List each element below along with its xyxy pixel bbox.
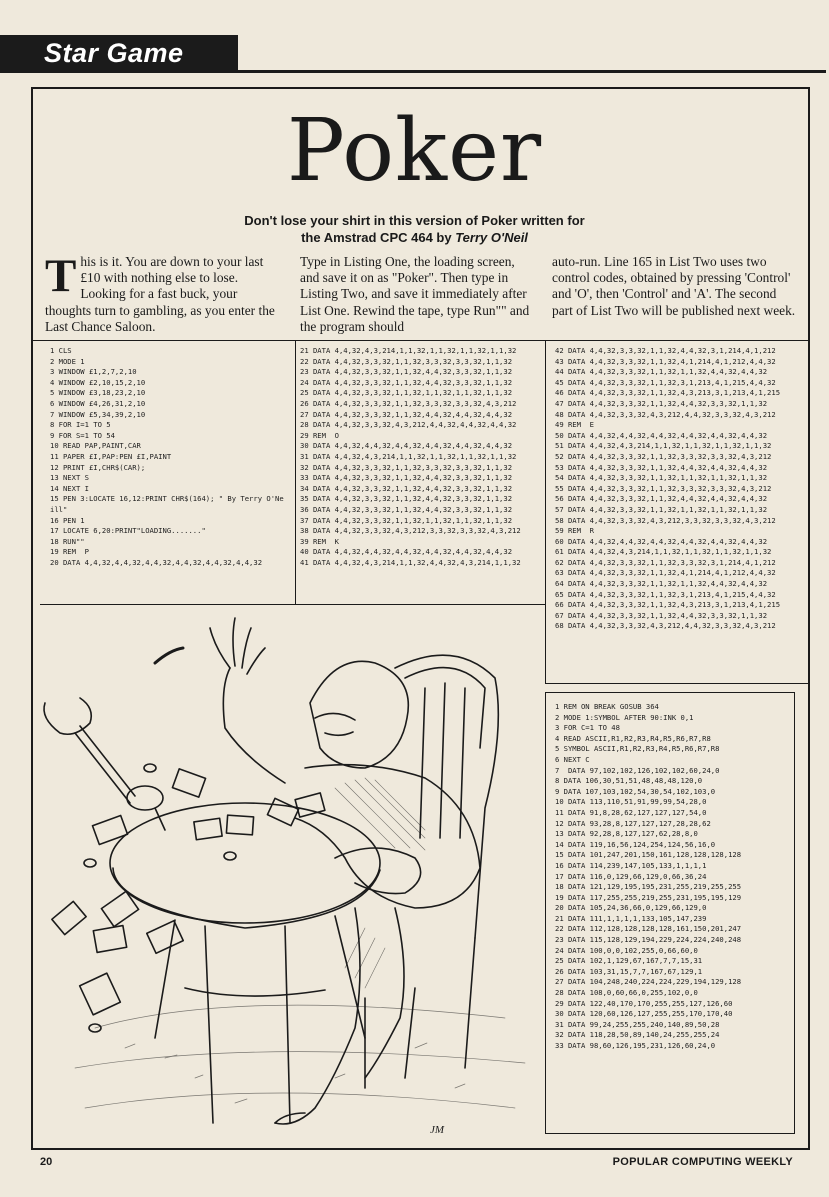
- article-title: Poker: [286, 101, 543, 201]
- page-number: 20: [40, 1156, 53, 1168]
- section-title: Star Game: [44, 38, 184, 68]
- listing-one-part-b: 21 DATA 4,4,32,4,3,214,1,1,32,1,1,32,1,1,32,1,1,32 22 DATA 4,4,32,3,3,32,1,1,32,3,3,32,3,3,32,1,1,32 23 DATA 4,4,32,3,3,32,1,1,32,4,4,32,3,3,32,1,1,32 24 DATA 4,4,32,3,3,32,1,1,32,4,4,32,3,3,32,1,1,32 25 DATA 4,4,32,3,3,32,1,1,32,1,1,32,1,1,32,1,1,32 26 DATA 4,4,32,3,3,32,1,1,32,3,3,32,3,3,32,4,3,212 27 DATA 4,4,32,3,3,32,1,1,32,4,4,32,4,4,32,4,4,32 28 DATA 4,4,32,3,3,32,4,3,212,4,4,32,4,4,32,4,4,32 29 REM O 30 DATA 4,4,32,4,4,32,4,4,32,4,4,32,4,4,32,4,4,32 31 DATA 4,4,32,4,3,214,1,1,32,1,1,32,1,1,32,1,1,32 32 DATA 4,4,32,3,3,32,1,1,32,3,3,32,3,3,32,1,1,32 33 DATA 4,4,32,3,3,32,1,1,32,4,4,32,3,3,32,1,1,32 34 DATA 4,4,32,3,3,32,1,1,32,4,4,32,3,3,32,1,1,32 35 DATA 4,4,32,3,3,32,1,1,32,4,4,32,3,3,32,1,1,32 36 DATA 4,4,32,3,3,32,1,1,32,4,4,32,3,3,32,1,1,32 37 DATA 4,4,32,3,3,32,1,1,32,1,1,32,1,1,32,1,1,32 38 DATA 4,4,32,3,3,32,4,3,212,3,3,32,3,3,32,4,3,212 39 REM K 40 DATA 4,4,32,4,4,32,4,4,32,4,4,32,4,4,32,4,4,32 41 DATA 4,4,32,4,3,214,1,1,32,4,4,32,4,3,214,1,1,32: [300, 346, 521, 567]
- column-divider: [295, 340, 296, 604]
- listing-two: 1 REM ON BREAK GOSUB 364 2 MODE 1:SYMBOL AFTER 90:INK 0,1 3 FOR C=1 TO 48 4 READ ASCII,R1,R2,R3,R4,R5,R6,R7,R8 5 SYMBOL ASCII,R1,R2,R3,R4,R5,R6,R7,R8 6 NEXT C 7 DATA 97,102,102,126,102,102,60,24,0 8 DATA 106,30,51,51,48,48,48,120,0 9 DATA 107,103,102,54,30,54,102,103,0 10 DATA 113,110,51,91,99,99,54,28,0 11 DATA 91,8,28,62,127,127,127,54,0 12 DATA 93,28,8,127,127,127,28,28,62 13 DATA 92,28,8,127,127,62,28,8,0 14 DATA 119,16,56,124,254,124,56,16,0 15 DATA 101,247,201,150,161,128,128,128,128 16 DATA 114,239,147,105,133,1,1,1,1 17 DATA 116,0,129,66,129,0,66,36,24 18 DATA 121,129,195,195,231,255,219,255,255 19 DATA 117,255,255,219,255,231,195,195,129 20 DATA 105,24,36,66,0,129,66,129,0 21 DATA 111,1,1,1,1,133,105,147,239 22 DATA 112,128,128,128,128,161,150,201,247 23 DATA 115,128,129,194,229,224,224,240,248 24 DATA 100,0,0,102,255,0,66,60,0 25 DATA 102,1,129,67,167,7,7,15,31 26 DATA 103,31,15,7,7,167,67,129,1 27 DATA 104,248,240,224,224,229,194,129,128 28 DATA 108,0,60,66,0,255,102,0,0 29 DATA 122,40,170,170,255,255,127,126,60 30 DATA 120,60,126,127,255,255,170,170,40 31 DATA 99,24,255,255,240,140,89,50,28 32 DATA 118,28,50,89,140,24,255,255,24 33 DATA 98,60,126,195,231,126,60,24,0: [555, 702, 742, 1050]
- poker-player-illustration: [35, 608, 540, 1143]
- header-rule: [238, 70, 826, 73]
- intro-column-3: auto-run. Line 165 in List Two uses two control codes, obtained by pressing 'Control' and 'O', then 'Control' and 'A'. The second part of List Two will be published next week.: [552, 254, 796, 318]
- magazine-name: POPULAR COMPUTING WEEKLY: [612, 1156, 793, 1168]
- intro-column-1: [45, 250, 285, 335]
- author-name: Terry O'Neil: [455, 230, 528, 245]
- article-subtitle: [200, 212, 629, 246]
- subtitle-line-1: Don't lose your shirt in this version of Poker written for: [244, 213, 585, 228]
- listing-one-part-c: 42 DATA 4,4,32,3,3,32,1,1,32,4,4,32,3,1,214,4,1,212 43 DATA 4,4,32,3,3,32,1,1,32,4,1,214,4,1,212,4,4,32 44 DATA 4,4,32,3,3,32,1,1,32,1,1,32,4,4,32,4,4,32 45 DATA 4,4,32,3,3,32,1,1,32,3,1,213,4,1,215,4,4,32 46 DATA 4,4,32,3,3,32,1,1,32,4,3,213,3,1,213,4,1,215 47 DATA 4,4,32,3,3,32,1,1,32,4,4,32,3,3,32,1,1,32 48 DATA 4,4,32,3,3,32,4,3,212,4,4,32,3,3,32,4,3,212 49 REM E 50 DATA 4,4,32,4,4,32,4,4,32,4,4,32,4,4,32,4,4,32 51 DATA 4,4,32,4,3,214,1,1,32,1,1,32,1,1,32,1,1,32 52 DATA 4,4,32,3,3,32,1,1,32,3,3,32,3,3,32,4,3,212 53 DATA 4,4,32,3,3,32,1,1,32,4,4,32,4,4,32,4,4,32 54 DATA 4,4,32,3,3,32,1,1,32,1,1,32,1,1,32,1,1,32 55 DATA 4,4,32,3,3,32,1,1,32,3,3,32,3,3,32,4,3,212 56 DATA 4,4,32,3,3,32,1,1,32,4,4,32,4,4,32,4,4,32 57 DATA 4,4,32,3,3,32,1,1,32,1,1,32,1,1,32,1,1,32 58 DATA 4,4,32,3,3,32,4,3,212,3,3,32,3,3,32,4,3,212 59 REM R 60 DATA 4,4,32,4,4,32,4,4,32,4,4,32,4,4,32,4,4,32 61 DATA 4,4,32,4,3,214,1,1,32,1,1,32,1,1,32,1,1,32 62 DATA 4,4,32,3,3,32,1,1,32,3,3,32,3,1,214,4,1,212 63 DATA 4,4,32,3,3,32,1,1,32,4,1,214,4,1,212,4,4,32 64 DATA 4,4,32,3,3,32,1,1,32,1,1,32,4,4,32,4,4,32 65 DATA 4,4,32,3,3,32,1,1,32,3,1,213,4,1,215,4,4,32 66 DATA 4,4,32,3,3,32,1,1,32,4,3,213,3,1,213,4,1,215 67 DATA 4,4,32,3,3,32,1,1,32,4,4,32,3,3,32,1,1,32 68 DATA 4,4,32,3,3,32,4,3,212,4,4,32,3,3,32,4,3,212: [555, 346, 781, 631]
- drop-cap: T: [45, 250, 77, 302]
- intro-column-2: Type in Listing One, the loading screen, and save it on as "Poker". Then type in Listing Two, and save it immediately after List One. Rewind the tape, type Run"" and the program should: [300, 254, 530, 334]
- listing-one-part-a: 1 CLS 2 MODE 1 3 WINDOW £1,2,7,2,10 4 WINDOW £2,10,15,2,10 5 WINDOW £3,18,23,2,10 6 WINDOW £4,26,31,2,10 7 WINDOW £5,34,39,2,10 8 FOR I=1 TO 5 9 FOR S=1 TO 54 10 READ PAP,PAINT,CAR 11 PAPER £I,PAP:PEN £I,PAINT 12 PRINT £I,CHR$(CAR); 13 NEXT S 14 NEXT I 15 PEN 3:LOCATE 16,12:PRINT CHR$(164); " By Terry O'Ne ill" 16 PEN 1 17 LOCATE 6,20:PRINT"LOADING......." 18 RUN"" 19 REM P 20 DATA 4,4,32,4,4,32,4,4,32,4,4,32,4,4,32,4,4,32: [50, 346, 284, 567]
- subtitle-line-2: the Amstrad CPC 464 by: [301, 230, 452, 245]
- listing-bottom-rule: [40, 604, 545, 605]
- intro-text-1: his is it. You are down to your last £10 with nothing else to lose. Looking for a fast buck, your thoughts turn to gambling, as you enter the Last Chance Saloon.: [45, 254, 275, 334]
- artist-signature: JM: [430, 1124, 445, 1136]
